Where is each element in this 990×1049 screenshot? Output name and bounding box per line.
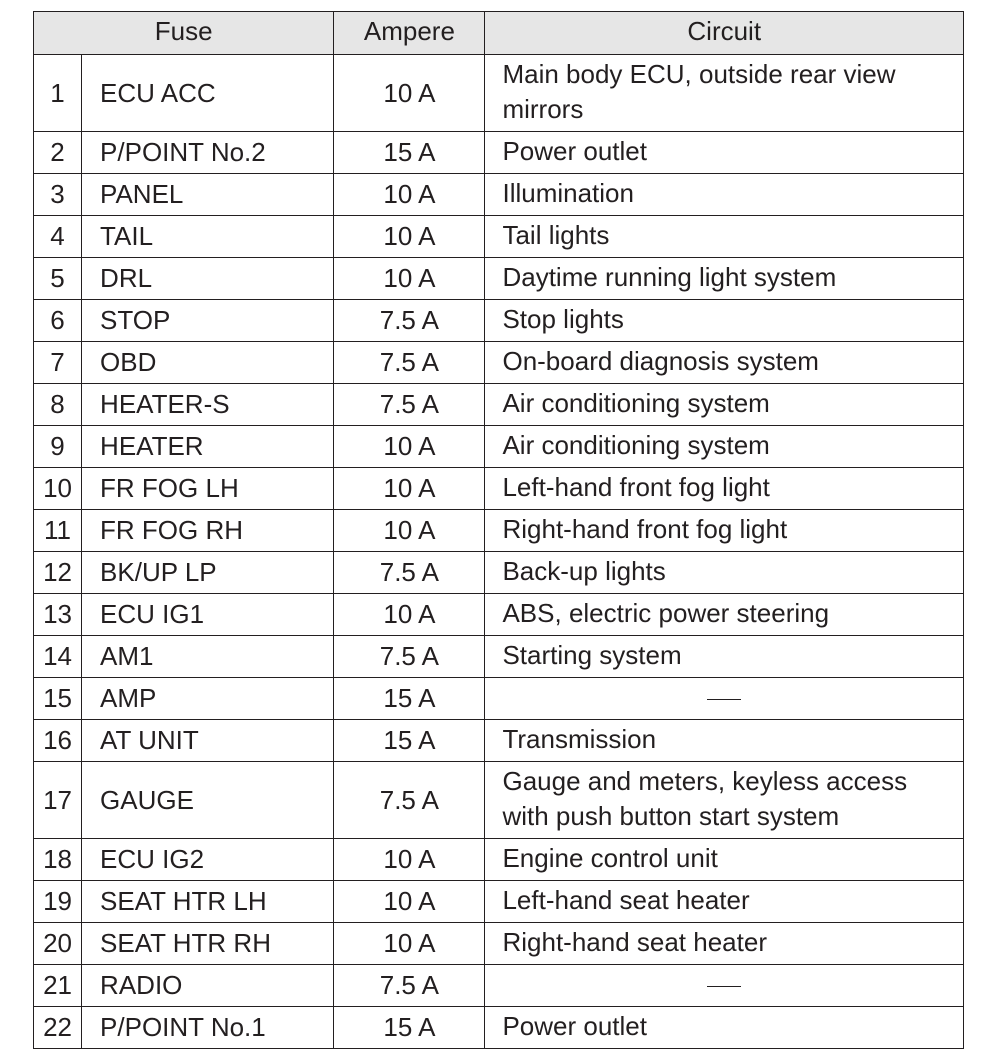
table-row bbox=[34, 594, 964, 636]
fuse-number: 14 bbox=[34, 636, 82, 678]
fuse-number: 22 bbox=[34, 1007, 82, 1049]
fuse-circuit bbox=[485, 678, 964, 720]
table-body bbox=[34, 55, 964, 1049]
fuse-number: 15 bbox=[34, 678, 82, 720]
fuse-name: AT UNIT bbox=[82, 720, 334, 762]
fuse-ampere: 10 A bbox=[334, 468, 485, 510]
fuse-name: OBD bbox=[82, 342, 334, 384]
fuse-number: 11 bbox=[34, 510, 82, 552]
fuse-ampere: 15 A bbox=[334, 132, 485, 174]
table-row bbox=[34, 174, 964, 216]
table-row bbox=[34, 468, 964, 510]
fuse-number: 7 bbox=[34, 342, 82, 384]
fuse-circuit: Transmission bbox=[485, 720, 964, 762]
table-header bbox=[34, 12, 964, 55]
fuse-name: SEAT HTR RH bbox=[82, 923, 334, 965]
fuse-name: HEATER bbox=[82, 426, 334, 468]
fuse-name: DRL bbox=[82, 258, 334, 300]
fuse-number: 9 bbox=[34, 426, 82, 468]
fuse-ampere: 7.5 A bbox=[334, 384, 485, 426]
fuse-name: P/POINT No.2 bbox=[82, 132, 334, 174]
fuse-number: 5 bbox=[34, 258, 82, 300]
fuse-circuit: Power outlet bbox=[485, 132, 964, 174]
fuse-name: STOP bbox=[82, 300, 334, 342]
fuse-circuit bbox=[485, 965, 964, 1007]
table-row bbox=[34, 384, 964, 426]
table-row bbox=[34, 1007, 964, 1049]
fuse-circuit: On-board diagnosis system bbox=[485, 342, 964, 384]
fuse-circuit: Engine control unit bbox=[485, 839, 964, 881]
fuse-number: 3 bbox=[34, 174, 82, 216]
fuse-number: 18 bbox=[34, 839, 82, 881]
fuse-ampere: 10 A bbox=[334, 426, 485, 468]
fuse-number: 10 bbox=[34, 468, 82, 510]
table-row bbox=[34, 881, 964, 923]
fuse-name: GAUGE bbox=[82, 762, 334, 839]
fuse-ampere: 10 A bbox=[334, 174, 485, 216]
fuse-ampere: 10 A bbox=[334, 923, 485, 965]
fuse-ampere: 10 A bbox=[334, 839, 485, 881]
fuse-circuit: Left-hand front fog light bbox=[485, 468, 964, 510]
fuse-name: FR FOG RH bbox=[82, 510, 334, 552]
header-ampere: Ampere bbox=[334, 12, 485, 55]
fuse-number: 8 bbox=[34, 384, 82, 426]
header-row bbox=[34, 12, 964, 55]
fuse-ampere: 7.5 A bbox=[334, 300, 485, 342]
fuse-ampere: 15 A bbox=[334, 720, 485, 762]
dash-icon bbox=[707, 986, 741, 987]
table-row bbox=[34, 510, 964, 552]
fuse-number: 19 bbox=[34, 881, 82, 923]
table-row bbox=[34, 839, 964, 881]
table-row bbox=[34, 678, 964, 720]
table-row bbox=[34, 300, 964, 342]
fuse-name: ECU IG1 bbox=[82, 594, 334, 636]
fuse-name: TAIL bbox=[82, 216, 334, 258]
fuse-ampere: 7.5 A bbox=[334, 965, 485, 1007]
fuse-ampere: 7.5 A bbox=[334, 636, 485, 678]
header-fuse: Fuse bbox=[34, 12, 334, 55]
fuse-circuit: Tail lights bbox=[485, 216, 964, 258]
fuse-table bbox=[33, 11, 964, 1049]
fuse-name: AMP bbox=[82, 678, 334, 720]
fuse-number: 17 bbox=[34, 762, 82, 839]
fuse-circuit: Right-hand front fog light bbox=[485, 510, 964, 552]
fuse-number: 1 bbox=[34, 55, 82, 132]
fuse-name: SEAT HTR LH bbox=[82, 881, 334, 923]
table-row bbox=[34, 55, 964, 132]
fuse-name: ECU IG2 bbox=[82, 839, 334, 881]
fuse-number: 2 bbox=[34, 132, 82, 174]
fuse-name: HEATER-S bbox=[82, 384, 334, 426]
fuse-ampere: 10 A bbox=[334, 881, 485, 923]
table-row bbox=[34, 258, 964, 300]
fuse-number: 16 bbox=[34, 720, 82, 762]
fuse-ampere: 15 A bbox=[334, 1007, 485, 1049]
fuse-ampere: 10 A bbox=[334, 594, 485, 636]
fuse-circuit: Daytime running light system bbox=[485, 258, 964, 300]
fuse-ampere: 7.5 A bbox=[334, 552, 485, 594]
fuse-name: BK/UP LP bbox=[82, 552, 334, 594]
fuse-number: 4 bbox=[34, 216, 82, 258]
table-row bbox=[34, 965, 964, 1007]
fuse-circuit: ABS, electric power steering bbox=[485, 594, 964, 636]
table-row bbox=[34, 636, 964, 678]
fuse-circuit: Main body ECU, outside rear view mirrors bbox=[485, 55, 964, 132]
table-row bbox=[34, 132, 964, 174]
fuse-circuit: Stop lights bbox=[485, 300, 964, 342]
fuse-circuit: Air conditioning system bbox=[485, 384, 964, 426]
fuse-ampere: 15 A bbox=[334, 678, 485, 720]
fuse-number: 6 bbox=[34, 300, 82, 342]
fuse-ampere: 7.5 A bbox=[334, 342, 485, 384]
fuse-ampere: 10 A bbox=[334, 55, 485, 132]
fuse-ampere: 10 A bbox=[334, 258, 485, 300]
fuse-number: 12 bbox=[34, 552, 82, 594]
fuse-circuit: Right-hand seat heater bbox=[485, 923, 964, 965]
fuse-ampere: 7.5 A bbox=[334, 762, 485, 839]
fuse-number: 13 bbox=[34, 594, 82, 636]
fuse-name: AM1 bbox=[82, 636, 334, 678]
header-circuit: Circuit bbox=[485, 12, 964, 55]
fuse-number: 21 bbox=[34, 965, 82, 1007]
table-row bbox=[34, 342, 964, 384]
dash-icon bbox=[707, 699, 741, 700]
table-row bbox=[34, 216, 964, 258]
fuse-circuit: Power outlet bbox=[485, 1007, 964, 1049]
fuse-name: PANEL bbox=[82, 174, 334, 216]
fuse-circuit: Illumination bbox=[485, 174, 964, 216]
fuse-name: RADIO bbox=[82, 965, 334, 1007]
table-row bbox=[34, 426, 964, 468]
fuse-circuit: Starting system bbox=[485, 636, 964, 678]
fuse-name: ECU ACC bbox=[82, 55, 334, 132]
fuse-ampere: 10 A bbox=[334, 510, 485, 552]
table-row bbox=[34, 923, 964, 965]
fuse-ampere: 10 A bbox=[334, 216, 485, 258]
table-row bbox=[34, 762, 964, 839]
fuse-number: 20 bbox=[34, 923, 82, 965]
fuse-circuit: Air conditioning system bbox=[485, 426, 964, 468]
fuse-name: FR FOG LH bbox=[82, 468, 334, 510]
fuse-circuit: Left-hand seat heater bbox=[485, 881, 964, 923]
table-row bbox=[34, 552, 964, 594]
fuse-circuit: Gauge and meters, keyless access with push button start system bbox=[485, 762, 964, 839]
fuse-name: P/POINT No.1 bbox=[82, 1007, 334, 1049]
table-row bbox=[34, 720, 964, 762]
fuse-circuit: Back-up lights bbox=[485, 552, 964, 594]
